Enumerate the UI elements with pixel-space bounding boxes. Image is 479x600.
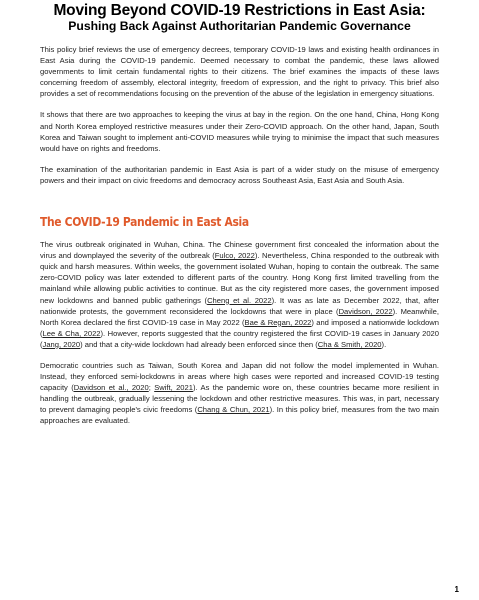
text-run: ). Nevertheless, China responded to the outbreak with quick and harsh measures. Within weeks, the government isolated Wuhan, hoping to contain the outbreak. The same zero-COVID policy was later extended to different parts of the country. Hong Kong first limited travelling from the mainland while allowing public activities to continue. But as the city registered more cases, the government imposed new lockdowns and banned public gatherings ( xyxy=(40,251,439,305)
text-run: ). It was as late as December 2022, that, after nationwide protests, the government reconsidered the lockdowns that were in place ( xyxy=(40,295,440,316)
text-run: ). In this policy brief, measures from the two main approaches are evaluated. xyxy=(40,405,440,426)
text-run: Democratic countries such as Taiwan, South Korea and Japan did not follow the model implemented in Wuhan. Instead, they enforced semi-lockdowns in areas where high cases were reported and increased COVID-19 testing capacity ( xyxy=(40,360,439,393)
citation-link[interactable]: Davidson, 2022 xyxy=(338,306,393,316)
page-number: 1 xyxy=(454,585,459,594)
citation-link[interactable]: Lee & Cha, 2022 xyxy=(42,328,101,338)
citation-link[interactable]: Bae & Regan, 2022 xyxy=(244,317,312,327)
section-paragraph-1 xyxy=(40,239,439,350)
citation-link[interactable]: Cheng et al. 2022 xyxy=(207,295,272,305)
intro-paragraph-1: This policy brief reviews the use of emergency decrees, temporary COVID-19 laws and existing health ordinances in East Asia during the COVID-19 pandemic. Deemed necessary to combat the pandemic, these laws allowed governments to limit certain fundamental rights to their citizens. The brief examines the impacts of these laws concerning freedom of assembly, electoral integrity, freedom of expression, and the right to privacy. This brief also provides a set of recommendations focusing on the prevention of the abuse of the legislation in emergency situations. xyxy=(40,45,439,99)
text-run: ) and imposed a nationwide lockdown ( xyxy=(40,317,440,338)
title-line-2: Pushing Back Against Authoritarian Pandemic Governance xyxy=(68,19,411,33)
citation-link[interactable]: Swift, 2021 xyxy=(154,383,193,393)
intro-paragraph-2: It shows that there are two approaches to keeping the virus at bay in the region. On the one hand, China, Hong Kong and North Korea employed restrictive measures under their Zero-COVID approach. On the other hand, Japan, South Korea and Taiwan sought to implement anti-COVID measures while trying to minimise the impact that such measures would have on rights and freedoms. xyxy=(40,110,439,153)
citation-link[interactable]: Jang, 2020 xyxy=(42,339,81,349)
text-run: The virus outbreak originated in Wuhan, China. The Chinese government first concealed the information about the virus and downplayed the severity of the outbreak ( xyxy=(40,240,439,261)
title-line-1: Moving Beyond COVID-19 Restrictions in East Asia: xyxy=(53,2,426,19)
section-heading: The COVID-19 Pandemic in East Asia xyxy=(40,214,249,230)
section-paragraph-2 xyxy=(40,360,439,427)
text-run: ). Meanwhile, North Korea declared the first COVID-19 case in May 2022 ( xyxy=(40,306,439,327)
text-run: ) and that a city-wide lockdown had already been enforced since then ( xyxy=(80,339,318,349)
text-run: ). xyxy=(381,339,387,349)
text-run: ). However, reports suggested that the country registered the first COVID-19 cases in January 2020 ( xyxy=(40,328,440,349)
citation-link[interactable]: Chang & Chun, 2021 xyxy=(197,405,270,415)
citation-link[interactable]: Davidson et al., 2020 xyxy=(73,383,149,393)
page-title xyxy=(0,0,479,33)
citation-link[interactable]: Cha & Smith, 2020 xyxy=(317,339,382,349)
citation-link[interactable]: Fulco, 2022 xyxy=(214,251,255,261)
text-run: ). As the pandemic wore on, these countries became more resilient in handling the outbreak, gradually lessening the lockdown and other restrictive measures. This was, in part, necessary to prevent damaging people's civic freedoms ( xyxy=(40,383,439,415)
intro-paragraph-3: The examination of the authoritarian pandemic in East Asia is part of a wider study on the misuse of emergency powers and their impact on civic freedoms and democracy across Southeast Asia, East Asia and South Asia. xyxy=(40,164,439,185)
document-body xyxy=(40,44,439,427)
text-run: ; xyxy=(148,383,155,393)
